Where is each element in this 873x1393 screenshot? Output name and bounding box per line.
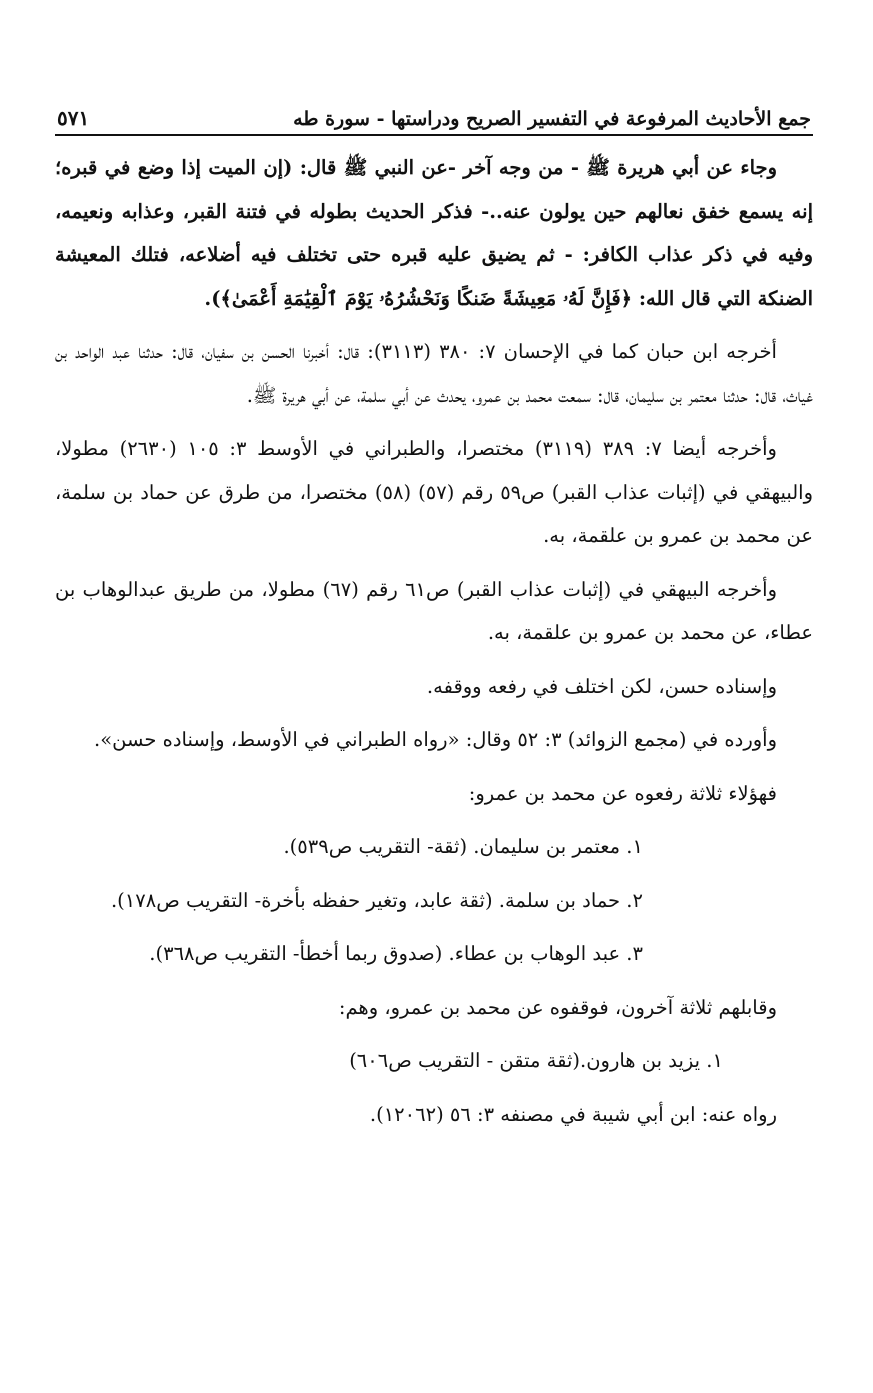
list-item: ٢. حماد بن سلمة. (ثقة عابد، وتغير حفظه بأخرة- التقريب ص١٧٨). xyxy=(110,888,643,912)
book-title: جمع الأحاديث المرفوعة في التفسير الصريح ودراستها - سورة طه xyxy=(293,108,811,130)
raised-narrators-intro: فهؤلاء ثلاثة رفعوه عن محمد بن عمرو: xyxy=(468,781,777,805)
isnad-grading: وإسناده حسن، لكن اختلف في رفعه ووقفه. xyxy=(426,674,777,698)
running-header xyxy=(55,96,813,136)
majma-zawaid-note: وأورده في (مجمع الزوائد) ٣: ٥٢ وقال: «رواه الطبراني في الأوسط، وإسناده حسن». xyxy=(94,728,777,751)
page-body xyxy=(55,146,813,1136)
page-number: ٥٧١ xyxy=(57,106,90,130)
list-item: ٣. عبد الوهاب بن عطاء. (صدوق ربما أخطأ- التقريب ص٣٦٨). xyxy=(149,942,643,965)
book-page xyxy=(55,96,813,1146)
list-item: ١. يزيد بن هارون.(ثقة متقن - التقريب ص٦٠٦) xyxy=(349,1049,723,1072)
takhrij-ibn-hibban: أخرجه ابن حبان كما في الإحسان ٧: ٣٨٠ (٣١١٣): قال: أخبرنا الحسن بن سفيان، قال: حدثنا عبد الواحد بن غياث، قال: حدثنا معتمر بن سليمان، قال: سمعت محمد بن عمرو، يحدث عن أبي سلمة، عن أبي هريرة ﷺ. xyxy=(55,340,813,407)
hadith-text: وجاء عن أبي هريرة ﷺ - من وجه آخر -عن النبي ﷺ قال: (إن الميت إذا وضع في قبره؛ إنه يسمع خفق نعالهم حين يولون عنه..- فذكر الحديث بطوله في فتنة القبر، وعذابه ونعيمه، وفيه في ذكر عذاب الكافر: - ثم يضيق عليه قبره حتى تختلف فيه أضلاعه، فتلك المعيشة الضنكة التي قال الله: ﴿فَإِنَّ لَهُۥ مَعِيشَةً ضَنكًا وَنَحْشُرُهُۥ يَوْمَ ٱلْقِيَٰمَةِ أَعْمَىٰ﴾). xyxy=(55,156,813,310)
narrated-by-note: رواه عنه: ابن أبي شيبة في مصنفه ٣: ٥٦ (١٢٠٦٢). xyxy=(369,1102,777,1126)
takhrij-bayhaqi: وأخرجه البيهقي في (إثبات عذاب القبر) ص٦١ رقم (٦٧) مطولا، من طريق عبدالوهاب بن عطاء، عن محمد بن عمرو بن علقمة، به. xyxy=(55,577,813,644)
takhrij-additional: وأخرجه أيضا ٧: ٣٨٩ (٣١١٩) مختصرا، والطبراني في الأوسط ٣: ١٠٥ (٢٦٣٠) مطولا، والبيهقي في (إثبات عذاب القبر) ص٥٩ رقم (٥٧) (٥٨) مختصرا، من طرق عن حماد بن سلمة، عن محمد بن عمرو بن علقمة، به. xyxy=(55,437,813,547)
stopped-narrators-intro: وقابلهم ثلاثة آخرون، فوقفوه عن محمد بن عمرو، وهم: xyxy=(338,995,777,1019)
list-item: ١. معتمر بن سليمان. (ثقة- التقريب ص٥٣٩). xyxy=(283,835,643,858)
